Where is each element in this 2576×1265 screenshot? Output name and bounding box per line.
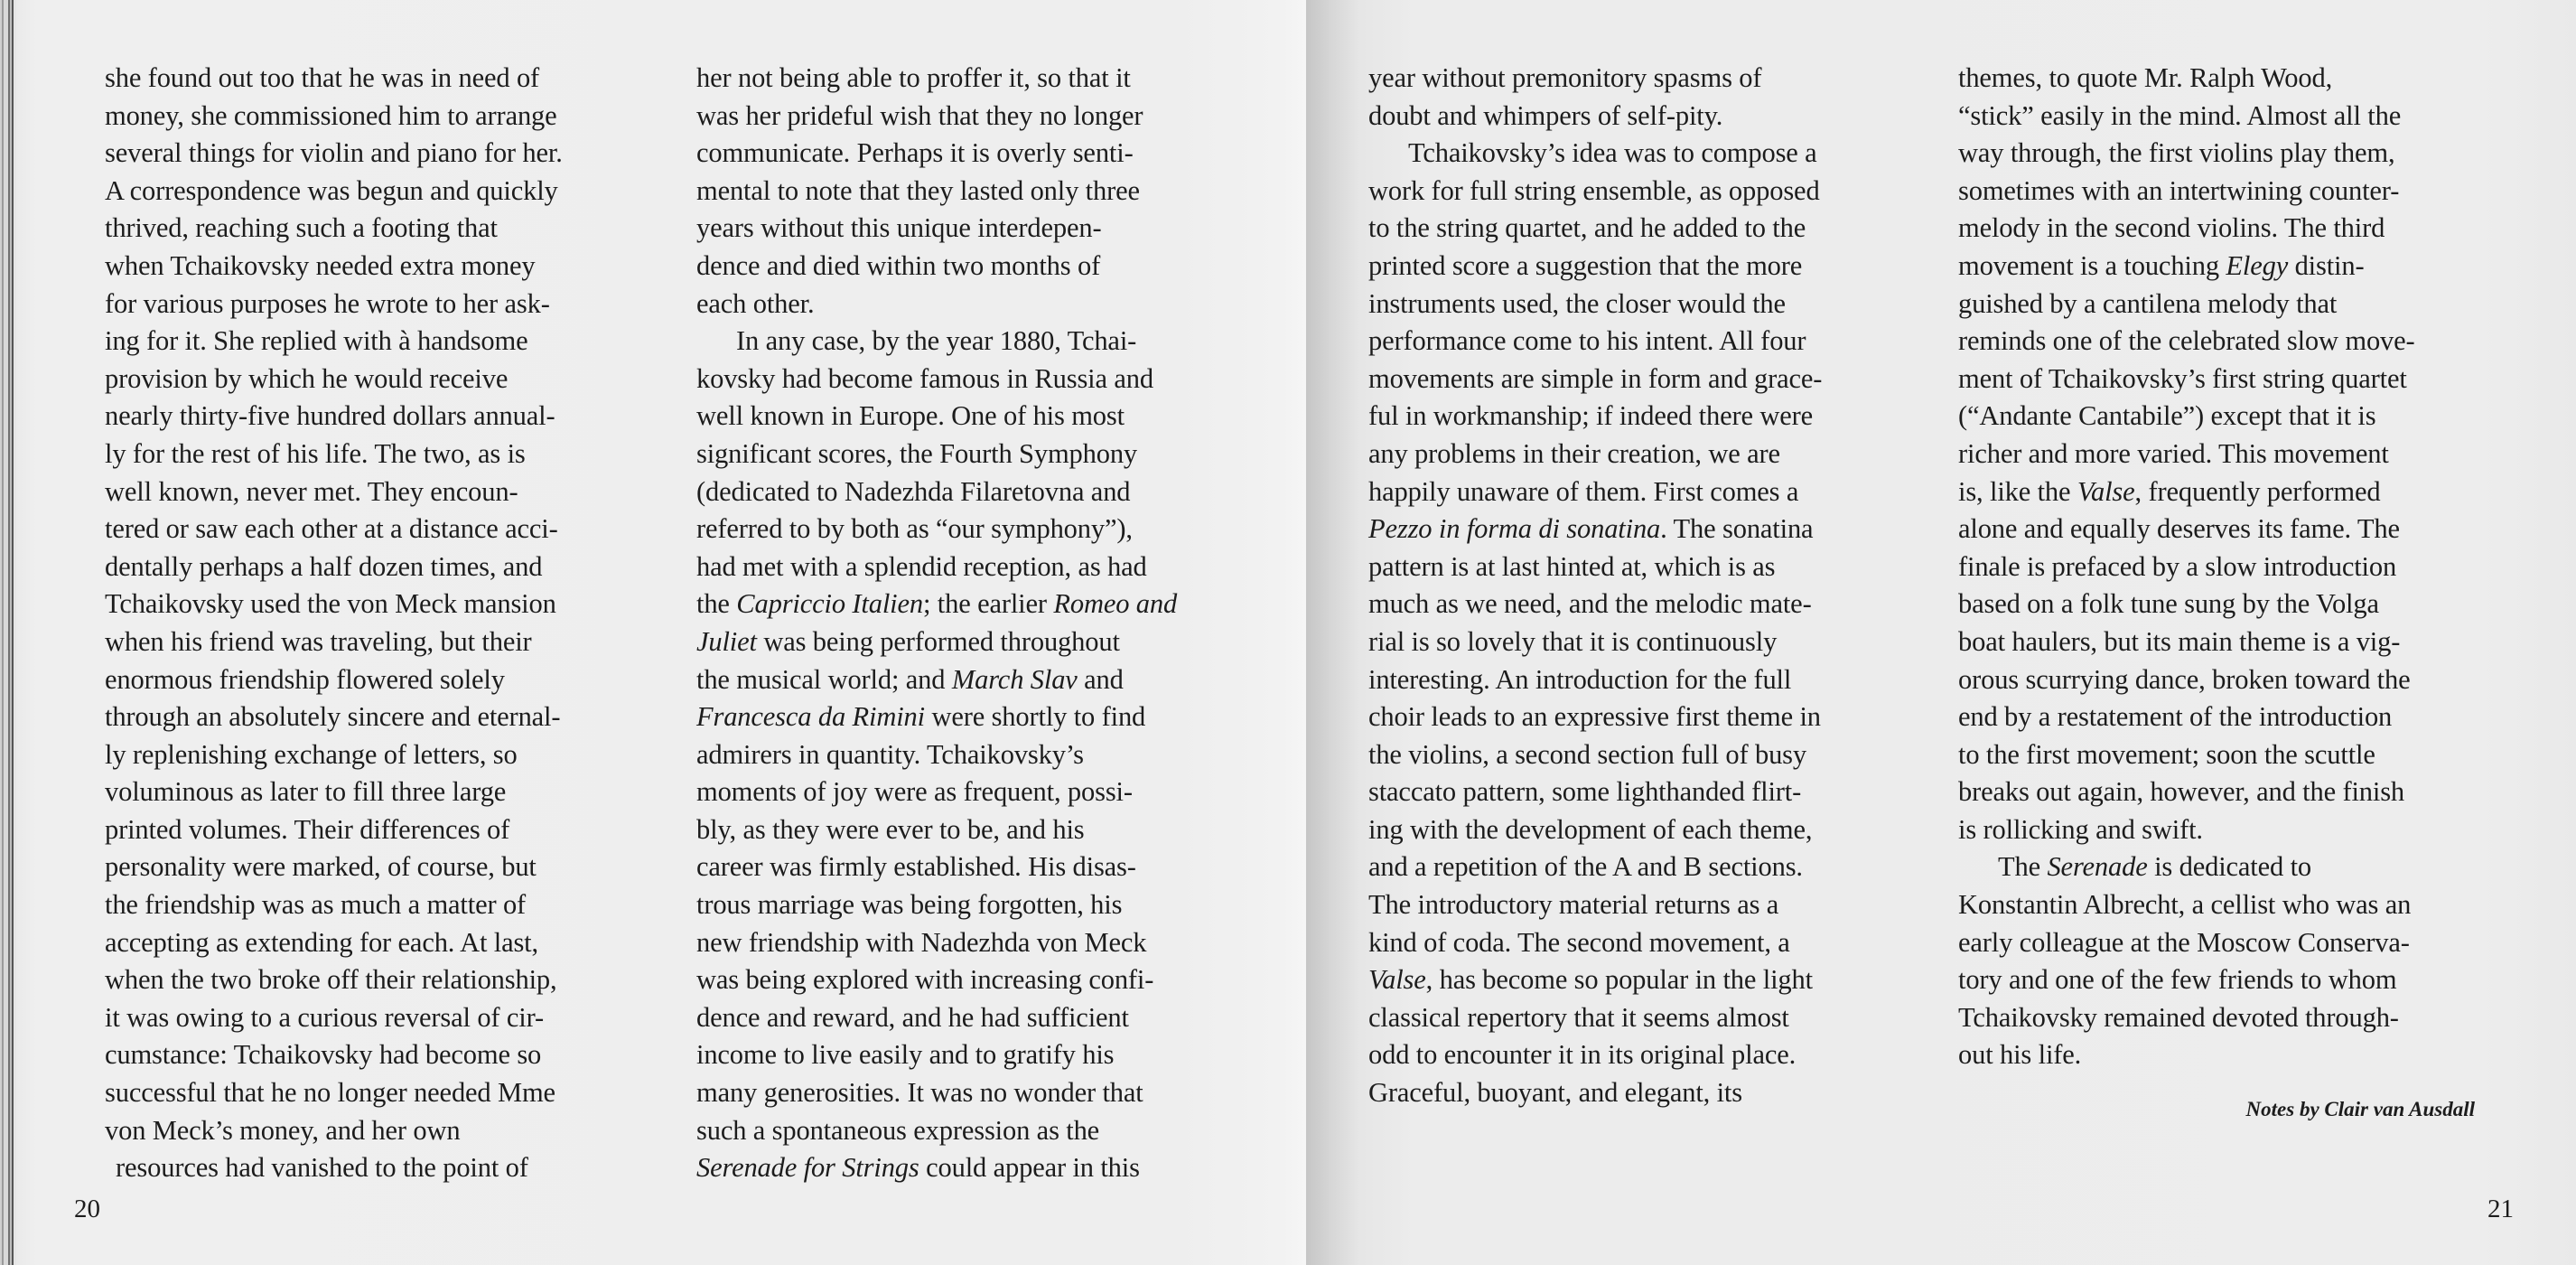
text-segment: based on a folk tune sung by the Volga <box>1958 588 2379 620</box>
text-line <box>696 1112 1238 1150</box>
italic-title: Valse <box>2077 475 2135 507</box>
text-segment: movements are simple in form and grace- <box>1368 362 1823 394</box>
text-segment: themes, to quote Mr. Ralph Wood, <box>1958 62 2333 93</box>
text-segment: money, she commissioned him to arrange <box>105 99 557 131</box>
text-line <box>105 736 647 774</box>
text-segment: kind of coda. The second movement, a <box>1368 926 1790 958</box>
text-line <box>1958 398 2500 436</box>
text-line <box>1958 773 2500 811</box>
text-line <box>1368 173 1910 211</box>
text-segment: many generosities. It was no wonder that <box>696 1077 1143 1109</box>
text-segment: it was owing to a curious reversal of cir- <box>105 1001 545 1033</box>
text-segment: had met with a splendid reception, as had <box>696 550 1147 582</box>
text-line <box>696 886 1238 924</box>
text-segment: accepting as extending for each. At last, <box>105 926 538 958</box>
text-segment: to the first movement; soon the scuttle <box>1958 738 2375 770</box>
text-segment: the friendship was as much a matter of <box>105 889 527 921</box>
text-segment: when the two broke off their relationship, <box>105 964 557 996</box>
text-line <box>105 961 647 999</box>
text-line <box>696 135 1238 173</box>
text-segment: is, like the <box>1958 475 2077 507</box>
italic-title: Pezzo in forma di sonatina <box>1368 513 1661 545</box>
text-line <box>1958 361 2500 398</box>
text-segment: rial is so lovely that it is continuously <box>1368 625 1778 657</box>
text-segment: her not being able to proffer it, so that it <box>696 62 1131 93</box>
text-segment: Tchaikovsky used the von Meck mansion <box>105 588 556 620</box>
text-line <box>696 98 1238 136</box>
text-line <box>1958 811 2500 849</box>
text-segment: through an absolutely sincere and eternal- <box>105 701 561 733</box>
italic-title: Valse <box>1368 964 1426 996</box>
text-line <box>1958 286 2500 323</box>
text-line <box>696 736 1238 774</box>
italic-title: Serenade <box>2047 851 2148 883</box>
text-segment: early colleague at the Moscow Conserva- <box>1958 926 2410 958</box>
text-line <box>696 924 1238 962</box>
text-segment: printed score a suggestion that the more <box>1368 249 1803 281</box>
text-line <box>105 511 647 548</box>
text-line <box>1958 436 2500 473</box>
text-segment: was being performed throughout <box>756 625 1120 657</box>
text-line <box>1958 473 2500 511</box>
text-line <box>105 623 647 661</box>
text-segment: classical repertory that it seems almost <box>1368 1001 1789 1033</box>
text-line <box>696 698 1238 736</box>
text-segment: reminds one of the celebrated slow move- <box>1958 325 2415 357</box>
text-segment: personality were marked, of course, but <box>105 851 537 883</box>
text-segment: pattern is at last hinted at, which is as <box>1368 550 1776 582</box>
text-line <box>105 848 647 886</box>
text-segment: happily unaware of them. First comes a <box>1368 475 1799 507</box>
text-line <box>1368 60 1910 98</box>
text-segment: voluminous as later to fill three large <box>105 776 507 808</box>
text-line <box>1368 811 1910 849</box>
text-line <box>1958 661 2500 699</box>
text-line <box>1958 623 2500 661</box>
text-segment: richer and more varied. This movement <box>1958 437 2389 469</box>
text-line <box>105 173 647 211</box>
text-line <box>696 248 1238 286</box>
text-line <box>696 848 1238 886</box>
italic-title: Juliet <box>696 625 757 657</box>
text-segment: boat haulers, but its main theme is a vig- <box>1958 625 2401 657</box>
text-segment: guished by a cantilena melody that <box>1958 287 2338 319</box>
text-segment: , has become so popular in the light <box>1425 964 1813 996</box>
text-segment: career was firmly established. His disas- <box>696 851 1136 883</box>
text-segment: was her prideful wish that they no longer <box>696 99 1143 131</box>
text-segment: several things for violin and piano for her. <box>105 137 563 169</box>
text-line <box>696 173 1238 211</box>
text-line <box>105 135 647 173</box>
text-line <box>105 698 647 736</box>
text-line <box>105 398 647 436</box>
text-segment: years without this unique interdepen- <box>696 212 1102 244</box>
text-line <box>696 398 1238 436</box>
text-line <box>1958 961 2500 999</box>
text-line <box>1958 60 2500 98</box>
text-line <box>1368 286 1910 323</box>
text-segment: von Meck’s money, and her own <box>105 1114 461 1146</box>
text-column-2 <box>696 60 1238 1187</box>
text-line <box>696 773 1238 811</box>
text-line <box>1958 1036 2500 1074</box>
text-line <box>696 60 1238 98</box>
text-line <box>105 1036 647 1074</box>
text-segment: . The sonatina <box>1660 513 1814 545</box>
text-segment: finale is prefaced by a slow introduction <box>1958 550 2397 582</box>
text-line <box>1368 135 1910 173</box>
text-line <box>696 961 1238 999</box>
text-segment: new friendship with Nadezhda von Meck <box>696 926 1147 958</box>
text-line <box>696 286 1238 323</box>
text-line <box>1368 698 1910 736</box>
text-line <box>696 999 1238 1037</box>
text-segment: were shortly to find <box>924 701 1146 733</box>
text-line <box>1368 398 1910 436</box>
text-line <box>105 323 647 361</box>
text-line <box>1958 548 2500 586</box>
text-segment: choir leads to an expressive first theme in <box>1368 701 1821 733</box>
text-segment: bly, as they were ever to be, and his <box>696 813 1085 845</box>
text-segment: movement is a touching <box>1958 249 2226 281</box>
text-segment: is dedicated to <box>2147 851 2311 883</box>
text-line <box>696 210 1238 248</box>
text-segment: Tchaikovsky’s idea was to compose a <box>1408 137 1817 169</box>
text-line <box>696 1074 1238 1112</box>
text-segment: Graceful, buoyant, and elegant, its <box>1368 1077 1742 1109</box>
text-line <box>105 436 647 473</box>
text-segment: and a repetition of the A and B sections. <box>1368 851 1803 883</box>
text-line <box>1958 999 2500 1037</box>
text-segment: cumstance: Tchaikovsky had become so <box>105 1039 542 1071</box>
text-segment: and <box>1077 663 1124 695</box>
text-column-4 <box>1958 60 2500 1074</box>
text-line <box>105 999 647 1037</box>
text-line <box>1958 210 2500 248</box>
text-segment: referred to by both as “our symphony”), <box>696 513 1133 545</box>
text-segment: alone and equally deserves its fame. The <box>1958 513 2400 545</box>
text-line <box>1368 961 1910 999</box>
text-line <box>696 623 1238 661</box>
text-line <box>1368 586 1910 623</box>
text-segment: out his life. <box>1958 1039 2082 1071</box>
text-line <box>1368 623 1910 661</box>
text-segment: enormous friendship flowered solely <box>105 663 505 695</box>
text-line <box>1368 848 1910 886</box>
text-line <box>696 473 1238 511</box>
text-segment: such a spontaneous expression as the <box>696 1114 1100 1146</box>
text-segment: melody in the second violins. The third <box>1958 212 2385 244</box>
text-line <box>1368 323 1910 361</box>
italic-title: Capriccio Italien <box>736 588 923 620</box>
italic-title: Serenade for Strings <box>696 1152 919 1184</box>
text-line <box>105 1074 647 1112</box>
text-line <box>105 773 647 811</box>
gutter-shadow <box>1306 0 1360 1265</box>
text-line <box>1958 98 2500 136</box>
page-number-right: 21 <box>2487 1195 2514 1223</box>
text-segment: ly for the rest of his life. The two, as is <box>105 437 526 469</box>
text-line <box>105 98 647 136</box>
text-segment: dence and died within two months of <box>696 249 1101 281</box>
text-line <box>105 548 647 586</box>
text-line <box>1958 248 2500 286</box>
text-segment: The <box>1998 851 2048 883</box>
text-segment: tory and one of the few friends to whom <box>1958 964 2397 996</box>
text-line <box>1368 736 1910 774</box>
text-segment: ment of Tchaikovsky’s first string quartet <box>1958 362 2407 394</box>
text-segment: staccato pattern, some lighthanded flirt- <box>1368 776 1802 808</box>
text-segment: the <box>696 588 737 620</box>
text-segment: distin- <box>2288 249 2365 281</box>
text-segment: ; the earlier <box>922 588 1054 620</box>
text-line <box>105 924 647 962</box>
text-line <box>105 361 647 398</box>
text-line <box>696 361 1238 398</box>
text-segment: breaks out again, however, and the finish <box>1958 776 2405 808</box>
text-line <box>1368 210 1910 248</box>
text-line <box>1368 1074 1910 1112</box>
text-line <box>696 811 1238 849</box>
text-line <box>1958 511 2500 548</box>
text-line <box>1368 511 1910 548</box>
text-line <box>1368 248 1910 286</box>
italic-title: March Slav <box>951 663 1078 695</box>
text-segment: (dedicated to Nadezhda Filaretovna and <box>696 475 1131 507</box>
text-segment: instruments used, the closer would the <box>1368 287 1786 319</box>
text-line <box>105 286 647 323</box>
text-segment: moments of joy were as frequent, possi- <box>696 776 1133 808</box>
text-line <box>696 548 1238 586</box>
text-segment: well known in Europe. One of his most <box>696 400 1125 432</box>
text-segment: trous marriage was being forgotten, his <box>696 889 1123 921</box>
text-segment: to the string quartet, and he added to the <box>1368 212 1806 244</box>
text-line <box>105 210 647 248</box>
text-segment: communicate. Perhaps it is overly senti- <box>696 137 1134 169</box>
text-segment: year without premonitory spasms of <box>1368 62 1762 93</box>
italic-title: Francesca da Rimini <box>696 701 925 733</box>
text-segment: interesting. An introduction for the full <box>1368 663 1792 695</box>
text-segment: performance come to his intent. All four <box>1368 325 1806 357</box>
text-segment: end by a restatement of the introduction <box>1958 701 2393 733</box>
text-line <box>1368 924 1910 962</box>
text-segment: when his friend was traveling, but their <box>105 625 532 657</box>
text-segment: (“Andante Cantabile”) except that it is <box>1958 400 2376 432</box>
text-segment: thrived, reaching such a footing that <box>105 212 498 244</box>
text-line <box>105 886 647 924</box>
text-segment: “stick” easily in the mind. Almost all the <box>1958 99 2402 131</box>
text-line <box>1368 361 1910 398</box>
text-segment: A correspondence was begun and quickly <box>105 174 558 206</box>
text-column-3 <box>1368 60 1910 1112</box>
binding-edge <box>0 0 16 1265</box>
text-segment: Konstantin Albrecht, a cellist who was an <box>1958 889 2412 921</box>
text-segment: provision by which he would receive <box>105 362 509 394</box>
text-line <box>1368 436 1910 473</box>
text-segment: The introductory material returns as a <box>1368 889 1779 921</box>
text-segment: ly replenishing exchange of letters, so <box>105 738 518 770</box>
text-segment: could appear in this <box>919 1152 1140 1184</box>
text-segment: significant scores, the Fourth Symphony <box>696 437 1138 469</box>
text-line <box>696 1036 1238 1074</box>
text-line <box>105 661 647 699</box>
text-segment: is rollicking and swift. <box>1958 813 2203 845</box>
text-segment: ing for it. She replied with à handsome <box>105 325 528 357</box>
text-segment: the musical world; and <box>696 663 952 695</box>
text-line <box>1368 999 1910 1037</box>
text-segment: tered or saw each other at a distance acci- <box>105 513 558 545</box>
text-segment: Tchaikovsky remained devoted through- <box>1958 1001 2399 1033</box>
text-line <box>1958 323 2500 361</box>
text-line <box>1368 473 1910 511</box>
text-segment: mental to note that they lasted only three <box>696 174 1140 206</box>
text-segment: sometimes with an intertwining counter- <box>1958 174 2400 206</box>
text-segment: each other. <box>696 287 815 319</box>
text-segment: income to live easily and to gratify his <box>696 1039 1115 1071</box>
text-line <box>1958 173 2500 211</box>
text-segment: , frequently performed <box>2134 475 2381 507</box>
text-segment: ing with the development of each theme, <box>1368 813 1813 845</box>
text-line <box>105 811 647 849</box>
text-segment: was being explored with increasing confi- <box>696 964 1154 996</box>
text-segment: successful that he no longer needed Mme <box>105 1077 555 1109</box>
text-line <box>105 248 647 286</box>
text-line <box>105 586 647 623</box>
text-segment: kovsky had become famous in Russia and <box>696 362 1153 394</box>
text-line <box>105 1149 647 1187</box>
text-line <box>105 60 647 98</box>
text-line <box>1958 924 2500 962</box>
page-number-left: 20 <box>74 1195 100 1223</box>
text-line <box>105 1112 647 1150</box>
text-segment: she found out too that he was in need of <box>105 62 540 93</box>
text-segment: ful in workmanship; if indeed there were <box>1368 400 1814 432</box>
text-line <box>696 511 1238 548</box>
text-segment: nearly thirty-five hundred dollars annual- <box>105 400 555 432</box>
text-segment: dence and reward, and he had sufficient <box>696 1001 1129 1033</box>
text-line <box>1368 886 1910 924</box>
text-line <box>696 1149 1238 1187</box>
text-line <box>1368 661 1910 699</box>
text-line <box>1958 698 2500 736</box>
text-line <box>1958 736 2500 774</box>
text-line <box>1958 586 2500 623</box>
text-segment: dentally perhaps a half dozen times, and <box>105 550 543 582</box>
text-segment: odd to encounter it in its original place. <box>1368 1039 1797 1071</box>
text-line <box>1368 1036 1910 1074</box>
text-segment: admirers in quantity. Tchaikovsky’s <box>696 738 1084 770</box>
text-segment: for various purposes he wrote to her ask- <box>105 287 550 319</box>
text-segment: work for full string ensemble, as opposed <box>1368 174 1820 206</box>
text-segment: orous scurrying dance, broken toward the <box>1958 663 2411 695</box>
text-line <box>696 323 1238 361</box>
text-segment: much as we need, and the melodic mate- <box>1368 588 1812 620</box>
text-column-1 <box>105 60 647 1187</box>
text-line <box>1368 773 1910 811</box>
author-signature: Notes by Clair van Ausdall <box>2245 1098 2475 1120</box>
text-line <box>696 436 1238 473</box>
text-segment: when Tchaikovsky needed extra money <box>105 249 536 281</box>
text-line <box>1368 548 1910 586</box>
text-line <box>1958 848 2500 886</box>
text-segment: any problems in their creation, we are <box>1368 437 1780 469</box>
text-segment: In any case, by the year 1880, Tchai- <box>736 325 1137 357</box>
text-line <box>1958 886 2500 924</box>
text-segment: resources had vanished to the point of <box>116 1152 528 1184</box>
text-segment: way through, the first violins play them, <box>1958 137 2395 169</box>
text-segment: doubt and whimpers of self-pity. <box>1368 99 1723 131</box>
text-line <box>696 586 1238 623</box>
text-line <box>1958 135 2500 173</box>
text-segment: well known, never met. They encoun- <box>105 475 518 507</box>
text-line <box>696 661 1238 699</box>
text-segment: the violins, a second section full of busy <box>1368 738 1807 770</box>
text-segment: printed volumes. Their differences of <box>105 813 510 845</box>
italic-title: Romeo and <box>1053 588 1178 620</box>
text-line <box>1368 98 1910 136</box>
italic-title: Elegy <box>2226 249 2289 281</box>
text-line <box>105 473 647 511</box>
